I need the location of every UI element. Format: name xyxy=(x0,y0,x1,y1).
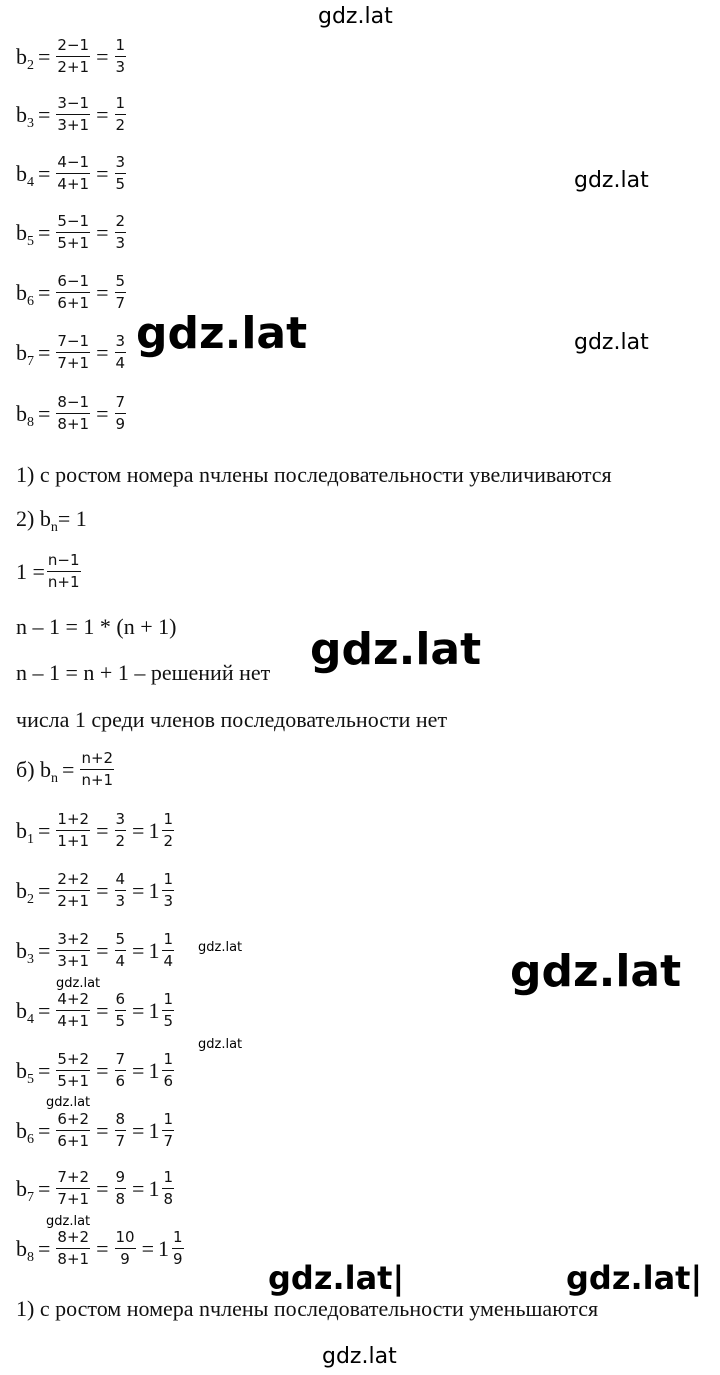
term-line-b: b $_8$ = $\frac{8+2}{8+1}$ = $\frac{10}{9}$ = 1 $\frac{1}{9}$ xyxy=(16,1230,186,1267)
watermark-small-3: gdz.lat xyxy=(198,1037,243,1052)
fraction: $\frac{4+2}{4+1}$ xyxy=(57,990,90,1030)
term-line-b: b $_7$ = $\frac{7+2}{7+1}$ = $\frac{9}{8}$ = 1 $\frac{1}{8}$ xyxy=(16,1170,176,1207)
fraction: $\frac{8+2}{8+1}$ xyxy=(57,1228,90,1268)
term-line-a: b $_2$ = $\frac{2-1}{2+1}$ = $\frac{1}{3}$ xyxy=(16,36,126,76)
result-fraction: $\frac{10}{9}$ xyxy=(115,1228,135,1268)
term-line-b: b $_5$ = $\frac{5+2}{5+1}$ = $\frac{7}{6}$ = 1 $\frac{1}{6}$ xyxy=(16,1052,176,1089)
mixed-number: 1 $\frac{1}{9}$ xyxy=(158,1228,183,1268)
fraction: $\frac{7+2}{7+1}$ xyxy=(57,1168,90,1208)
step-2-line: 2) b $_n$ = 1 xyxy=(16,506,87,535)
fraction: $\frac{n+2}{n+1}$ xyxy=(81,749,114,789)
watermark-bottom-2: gdz.lat| xyxy=(566,1259,703,1297)
term-line-b: b $_6$ = $\frac{6+2}{6+1}$ = $\frac{8}{7}$ = 1 $\frac{1}{7}$ xyxy=(16,1112,176,1149)
term-symbol: b $_1$ xyxy=(16,817,34,847)
term-symbol: b $_7$ xyxy=(16,339,34,369)
fraction: $\frac{5+2}{5+1}$ xyxy=(57,1050,90,1090)
watermark-small-5: gdz.lat xyxy=(46,1214,91,1229)
watermark-large-1: gdz.lat xyxy=(136,308,308,359)
result-fraction: $\frac{9}{8}$ xyxy=(115,1168,126,1208)
mixed-number: 1 $\frac{1}{8}$ xyxy=(148,1168,174,1208)
equation-line-1: 1 = $\frac{n-1}{n+1}$ xyxy=(16,551,80,591)
result-fraction: $\frac{4}{3}$ xyxy=(115,870,126,910)
mixed-number: 1 $\frac{1}{4}$ xyxy=(148,930,174,970)
conclusion-no-one: числа 1 среди членов последовательности нет xyxy=(16,707,448,732)
term-symbol: b $_5$ xyxy=(16,1057,34,1087)
equation-line-3: n – 1 = n + 1 – решений нет xyxy=(16,660,271,685)
fraction: $\frac{6+2}{6+1}$ xyxy=(57,1110,90,1150)
term-line-b: b $_1$ = $\frac{1+2}{1+1}$ = $\frac{3}{2}$ = 1 $\frac{1}{2}$ xyxy=(16,812,176,849)
term-symbol: b $_4$ xyxy=(16,160,34,190)
mixed-number: 1 $\frac{1}{5}$ xyxy=(148,990,174,1030)
watermark-right-2: gdz.lat xyxy=(574,330,649,355)
result-fraction: $\frac{7}{9}$ xyxy=(115,393,126,433)
term-line-b: b $_3$ = $\frac{3+2}{3+1}$ = $\frac{5}{4}$ = 1 $\frac{1}{4}$ xyxy=(16,932,176,969)
equation-line-2: n – 1 = 1 * (n + 1) xyxy=(16,614,177,639)
watermark-small-4: gdz.lat xyxy=(46,1095,91,1110)
watermark-small-1: gdz.lat xyxy=(198,940,243,955)
watermark-top: gdz.lat xyxy=(318,4,393,29)
mixed-number: 1 $\frac{1}{6}$ xyxy=(148,1050,174,1090)
mixed-number: 1 $\frac{1}{7}$ xyxy=(148,1110,174,1150)
term-symbol: b $_4$ xyxy=(16,997,34,1027)
fraction: $\frac{2+2}{2+1}$ xyxy=(57,870,90,910)
result-fraction: $\frac{2}{3}$ xyxy=(115,212,126,252)
result-fraction: $\frac{5}{7}$ xyxy=(115,272,126,312)
fraction: $\frac{2-1}{2+1}$ xyxy=(57,36,90,76)
watermark-small-2: gdz.lat xyxy=(56,976,101,991)
watermark-large-2: gdz.lat xyxy=(310,624,482,675)
mixed-number: 1 $\frac{1}{3}$ xyxy=(148,870,174,910)
term-line-a: b $_7$ = $\frac{7-1}{7+1}$ = $\frac{3}{4}$ xyxy=(16,332,126,372)
result-fraction: $\frac{3}{4}$ xyxy=(115,332,126,372)
fraction: $\frac{8-1}{8+1}$ xyxy=(57,393,90,433)
result-fraction: $\frac{7}{6}$ xyxy=(115,1050,126,1090)
term-symbol: b $_8$ xyxy=(16,1235,34,1265)
term-symbol: b $_6$ xyxy=(16,1117,34,1147)
term-symbol: b $_5$ xyxy=(16,219,34,249)
mixed-number: 1 $\frac{1}{2}$ xyxy=(148,810,174,850)
fraction: $\frac{3-1}{3+1}$ xyxy=(57,94,90,134)
watermark-footer: gdz.lat xyxy=(322,1344,397,1369)
fraction: $\frac{1+2}{1+1}$ xyxy=(57,810,90,850)
result-fraction: $\frac{3}{2}$ xyxy=(115,810,126,850)
conclusion-decreasing: 1) с ростом номера nчлены последовательности уменьшаются xyxy=(16,1296,599,1321)
term-line-a: b $_5$ = $\frac{5-1}{5+1}$ = $\frac{2}{3}$ xyxy=(16,212,126,252)
result-fraction: $\frac{6}{5}$ xyxy=(115,990,126,1030)
term-line-a: b $_8$ = $\frac{8-1}{8+1}$ = $\frac{7}{9}$ xyxy=(16,393,126,433)
term-line-a: b $_4$ = $\frac{4-1}{4+1}$ = $\frac{3}{5}$ xyxy=(16,153,126,193)
fraction: $\frac{3+2}{3+1}$ xyxy=(57,930,90,970)
fraction: $\frac{5-1}{5+1}$ xyxy=(57,212,90,252)
watermark-large-3: gdz.lat xyxy=(510,946,682,997)
term-line-b: b $_2$ = $\frac{2+2}{2+1}$ = $\frac{4}{3}$ = 1 $\frac{1}{3}$ xyxy=(16,872,176,909)
term-line-a: b $_3$ = $\frac{3-1}{3+1}$ = $\frac{1}{2}$ xyxy=(16,94,126,134)
term-line-b: b $_4$ = $\frac{4+2}{4+1}$ = $\frac{6}{5}$ = 1 $\frac{1}{5}$ xyxy=(16,992,176,1029)
term-symbol: b $_6$ xyxy=(16,279,34,309)
result-fraction: $\frac{1}{2}$ xyxy=(115,94,126,134)
term-symbol: b $_7$ xyxy=(16,1175,34,1205)
fraction: $\frac{7-1}{7+1}$ xyxy=(57,332,90,372)
result-fraction: $\frac{5}{4}$ xyxy=(115,930,126,970)
term-symbol: b $_3$ xyxy=(16,937,34,967)
result-fraction: $\frac{3}{5}$ xyxy=(115,153,126,193)
part-b-header: б) b $_n$ = $\frac{n+2}{n+1}$ xyxy=(16,749,114,789)
term-symbol: b $_2$ xyxy=(16,877,34,907)
fraction: $\frac{n-1}{n+1}$ xyxy=(47,551,80,591)
result-fraction: $\frac{1}{3}$ xyxy=(115,36,126,76)
conclusion-increasing: 1) с ростом номера nчлены последовательности увеличиваются xyxy=(16,462,612,487)
result-fraction: $\frac{8}{7}$ xyxy=(115,1110,126,1150)
term-line-a: b $_6$ = $\frac{6-1}{6+1}$ = $\frac{5}{7}$ xyxy=(16,272,126,312)
term-symbol: b $_2$ xyxy=(16,43,34,73)
term-symbol: b $_3$ xyxy=(16,101,34,131)
watermark-right-1: gdz.lat xyxy=(574,168,649,193)
term-symbol: b $_8$ xyxy=(16,400,34,430)
watermark-bottom-1: gdz.lat| xyxy=(268,1259,405,1297)
fraction: $\frac{4-1}{4+1}$ xyxy=(57,153,90,193)
fraction: $\frac{6-1}{6+1}$ xyxy=(57,272,90,312)
